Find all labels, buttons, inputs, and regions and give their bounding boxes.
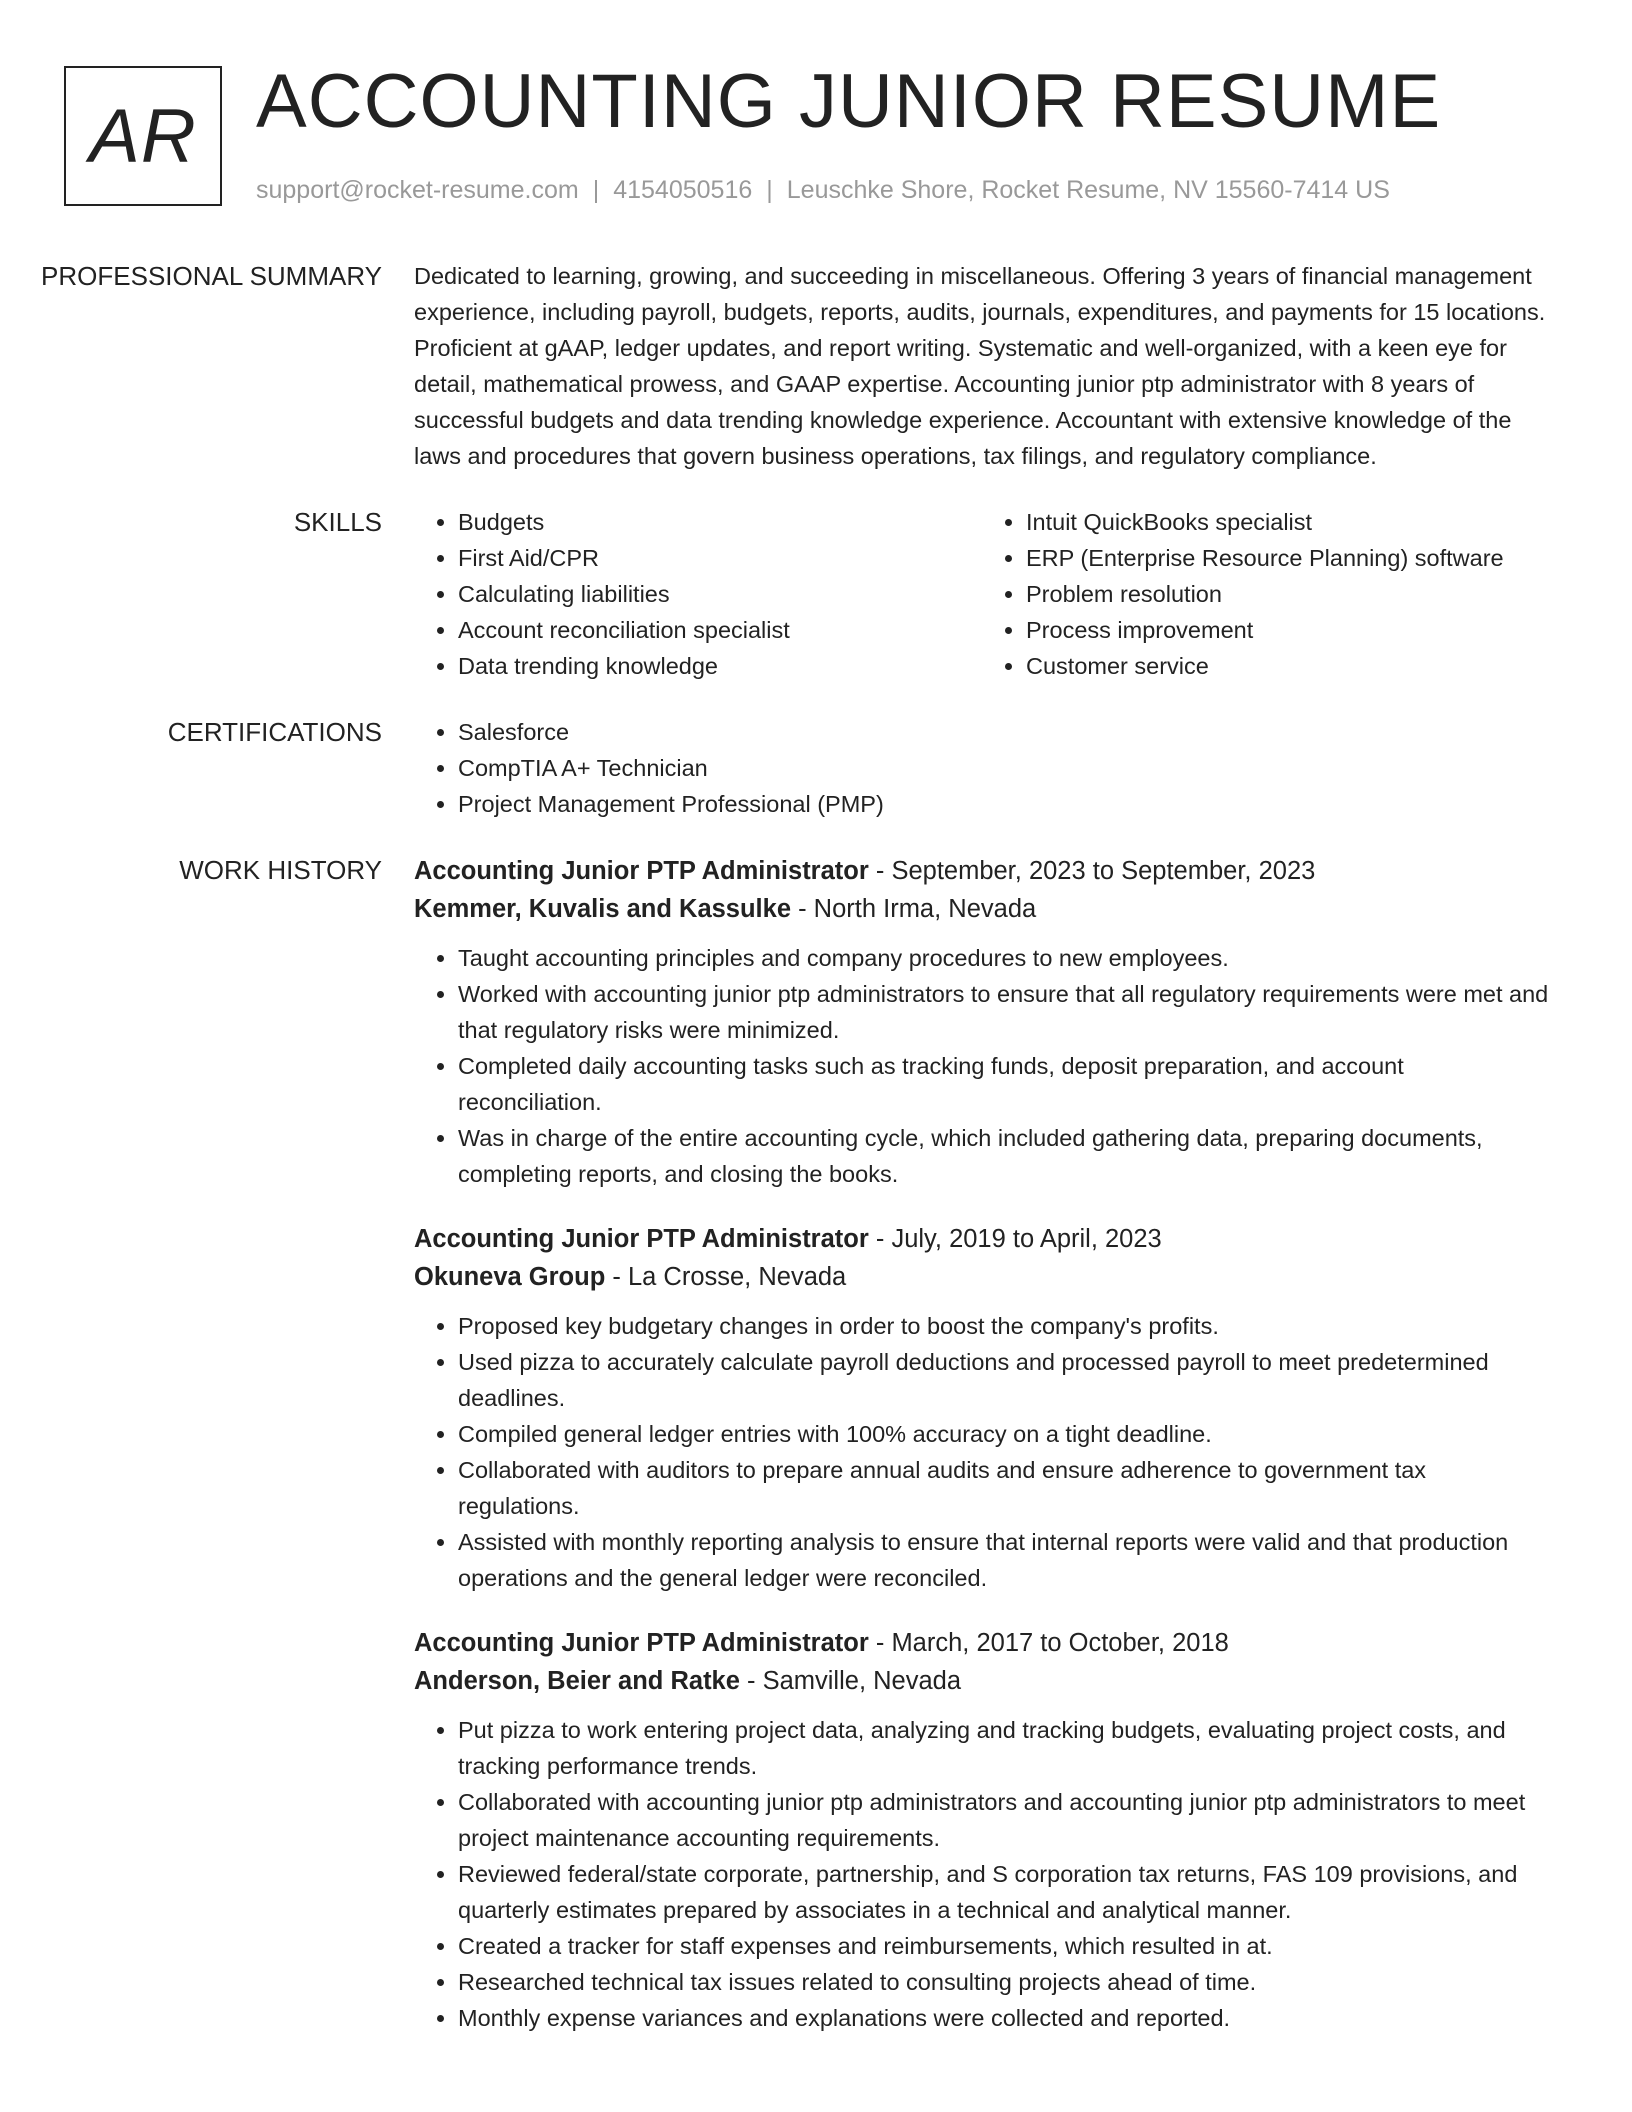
job-company: Anderson, Beier and Ratke — [414, 1667, 740, 1695]
job-bullet: • Used pizza to accurately calculate payroll deductions and processed payroll to meet predetermined deadlines. — [458, 1344, 1550, 1416]
job-title-line — [414, 1220, 1550, 1258]
job-bullet: • Worked with accounting junior ptp administrators to ensure that all regulatory requirements were met and that regulatory risks were minimized. — [458, 976, 1550, 1048]
skills-list-left — [414, 504, 982, 684]
contact-separator: | — [592, 176, 600, 204]
skill-item: • Budgets — [458, 504, 982, 540]
job-bullet: • Put pizza to work entering project data, analyzing and tracking budgets, evaluating project costs, and tracking performance trends. — [458, 1712, 1550, 1784]
summary-body — [414, 258, 1550, 474]
section-work-history — [0, 852, 1632, 2064]
job-bullet: • Collaborated with accounting junior ptp administrators and accounting junior ptp administrators to meet project maintenance accounting requirements. — [458, 1784, 1550, 1856]
skill-item: • Intuit QuickBooks specialist — [1026, 504, 1550, 540]
certification-item: • Salesforce — [458, 714, 1550, 750]
job-bullet: • Was in charge of the entire accounting cycle, which included gathering data, preparing documents, completing reports, and closing the books. — [458, 1120, 1550, 1192]
job-bullet: • Monthly expense variances and explanations were collected and reported. — [458, 2000, 1550, 2036]
section-label-summary: PROFESSIONAL SUMMARY — [41, 261, 382, 291]
skill-item: • Account reconciliation specialist — [458, 612, 982, 648]
skill-item: • Calculating liabilities — [458, 576, 982, 612]
section-certifications — [0, 714, 1632, 822]
job-title-line — [414, 852, 1550, 890]
job-dates: - March, 2017 to October, 2018 — [868, 1629, 1229, 1657]
job-dates: - September, 2023 to September, 2023 — [868, 857, 1316, 885]
resume-title: ACCOUNTING JUNIOR RESUME — [256, 59, 1442, 144]
job-company: Okuneva Group — [414, 1263, 606, 1291]
work-history-body — [414, 852, 1550, 2064]
job-bullet: • Proposed key budgetary changes in order to boost the company's profits. — [458, 1308, 1550, 1344]
section-label-skills: SKILLS — [293, 507, 382, 537]
job-entry — [414, 1220, 1550, 1596]
contact-email: support@rocket-resume.com — [256, 176, 579, 204]
job-bullet: • Assisted with monthly reporting analysis to ensure that internal reports were valid and that production operations and the general ledger were reconciled. — [458, 1524, 1550, 1596]
skill-item: • First Aid/CPR — [458, 540, 982, 576]
job-location: - La Crosse, Nevada — [605, 1263, 847, 1291]
section-summary — [0, 258, 1632, 474]
summary-text: Dedicated to learning, growing, and succeeding in miscellaneous. Offering 3 years of financial management experience, including payroll, budgets, reports, audits, journals, expenditures, and payments for 15 locations. Proficient at gAAP, ledger updates, and report writing. Systematic and well-organized, with a keen eye for detail, mathematical prowess, and GAAP expertise. Accounting junior ptp administrator with 8 years of successful budgets and data trending knowledge experience. Accountant with extensive knowledge of the laws and procedures that govern business operations, tax filings, and regulatory compliance. — [414, 263, 1546, 469]
job-company-line — [414, 1258, 1550, 1296]
job-bullet: • Completed daily accounting tasks such as tracking funds, deposit preparation, and account reconciliation. — [458, 1048, 1550, 1120]
contact-separator: | — [766, 176, 773, 204]
job-bullet: • Collaborated with auditors to prepare annual audits and ensure adherence to government tax regulations. — [458, 1452, 1550, 1524]
job-bullet: • Taught accounting principles and company procedures to new employees. — [458, 940, 1550, 976]
job-bullets — [414, 1308, 1550, 1596]
job-title: Accounting Junior PTP Administrator — [414, 857, 869, 885]
job-entry — [414, 1624, 1550, 2036]
skill-item: • Data trending knowledge — [458, 648, 982, 684]
job-title: Accounting Junior PTP Administrator — [414, 1629, 869, 1657]
job-title-line — [414, 1624, 1550, 1662]
skill-item: • Process improvement — [1026, 612, 1550, 648]
job-location: - North Irma, Nevada — [791, 895, 1037, 923]
resume-content — [0, 258, 1632, 2094]
job-title: Accounting Junior PTP Administrator — [414, 1225, 869, 1253]
job-company: Kemmer, Kuvalis and Kassulke — [414, 895, 792, 923]
contact-phone: 4154050516 — [613, 176, 753, 204]
job-bullet: • Compiled general ledger entries with 100% accuracy on a tight deadline. — [458, 1416, 1550, 1452]
job-bullets — [414, 940, 1550, 1192]
job-location: - Samville, Nevada — [739, 1667, 962, 1695]
job-dates: - July, 2019 to April, 2023 — [868, 1225, 1162, 1253]
skill-item: • Customer service — [1026, 648, 1550, 684]
skills-grid — [414, 504, 1550, 684]
section-label-work-history: WORK HISTORY — [179, 855, 382, 885]
section-label-certifications: CERTIFICATIONS — [167, 717, 382, 747]
certifications-body — [414, 714, 1550, 822]
contact-line — [256, 176, 1390, 205]
contact-address: Leuschke Shore, Rocket Resume, NV 15560-7414 US — [786, 176, 1390, 204]
skills-list-right — [982, 504, 1550, 684]
job-bullet: • Researched technical tax issues related to consulting projects ahead of time. — [458, 1964, 1550, 2000]
certifications-list — [414, 714, 1550, 822]
job-company-line — [414, 1662, 1550, 1700]
job-bullets — [414, 1712, 1550, 2036]
job-entry — [414, 852, 1550, 1192]
skill-item: • Problem resolution — [1026, 576, 1550, 612]
certification-item: • Project Management Professional (PMP) — [458, 786, 1550, 822]
skill-item: • ERP (Enterprise Resource Planning) software — [1026, 540, 1550, 576]
job-company-line — [414, 890, 1550, 928]
certification-item: • CompTIA A+ Technician — [458, 750, 1550, 786]
monogram-box — [64, 66, 222, 206]
section-skills — [0, 504, 1632, 684]
monogram-initials: AR — [89, 93, 197, 179]
job-bullet: • Created a tracker for staff expenses and reimbursements, which resulted in at. — [458, 1928, 1550, 1964]
job-bullet: • Reviewed federal/state corporate, partnership, and S corporation tax returns, FAS 109 provisions, and quarterly estimates prepared by associates in a technical and analytical manner. — [458, 1856, 1550, 1928]
